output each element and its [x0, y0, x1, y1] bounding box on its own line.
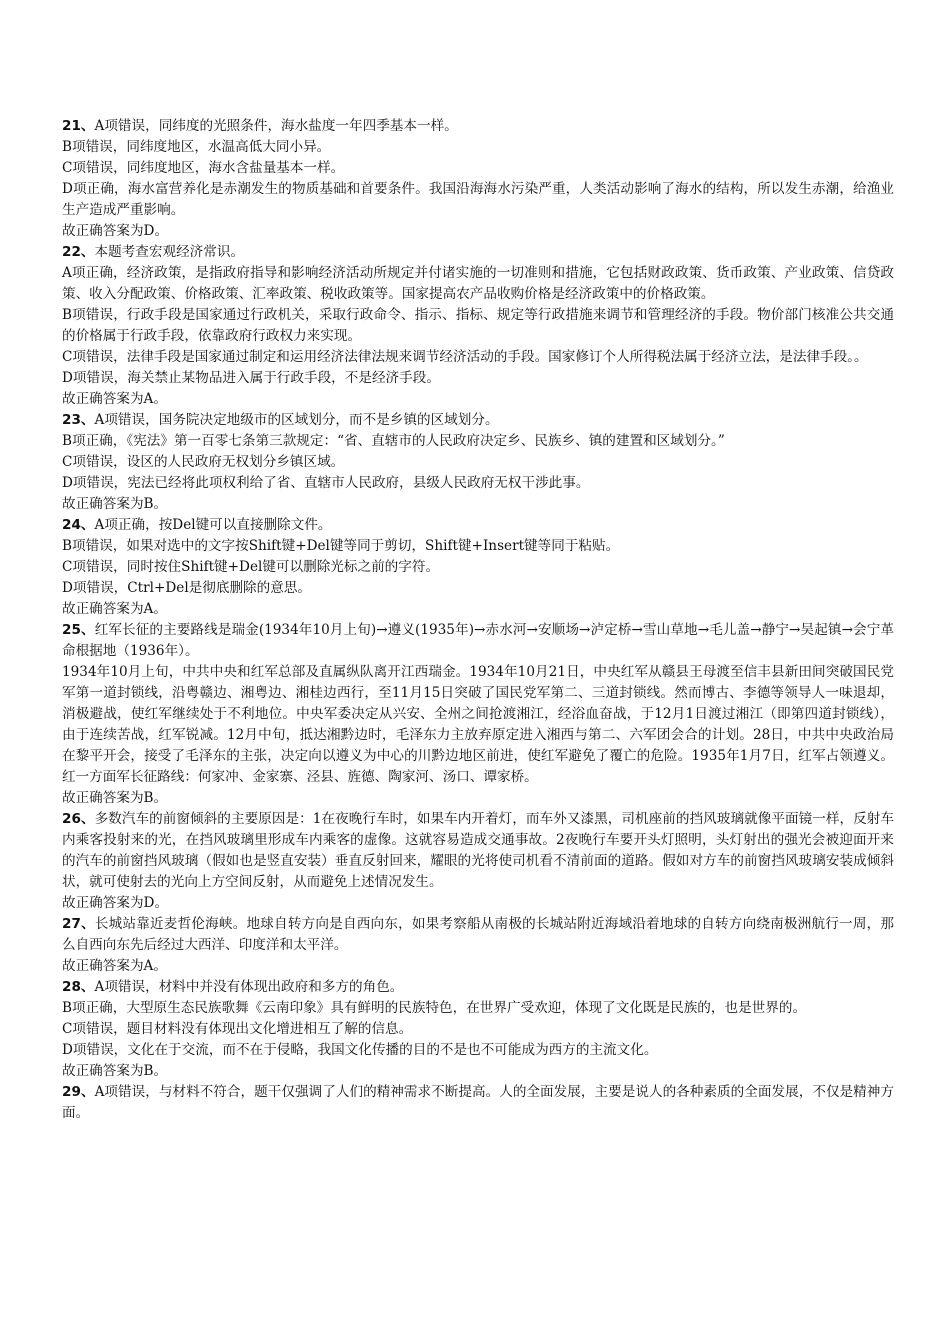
explanation-line: [62, 494, 894, 515]
question-number: 22: [62, 244, 81, 260]
line-text: A项错误，材料中并没有体现出政府和多方的角色。: [94, 979, 404, 995]
line-text: 1934年10月上旬，中共中央和红军总部及直属纵队离开江西瑞金。1934年10月21日，中央红军从赣县王母渡至信丰县新田间突破国民党军第一道封锁线，沿粤赣边、湘粤边、湘桂边西行，至11月15日突破了国民党军第二、三道封锁线。然而博古、李德等领导人一味退却，消极避战，使红军继续处于不利地位。中央军委决定从兴安、全州之间抢渡湘江，经浴血奋战，于12月1日渡过湘江（即第四道封锁线），由于连续苦战，红军锐减。12月中旬，抵达湘黔边时，毛泽东力主放弃原定进入湘西与第二、六军团会合的计划。28日，中共中央政治局在黎平开会，接受了毛泽东的主张，决定向以遵义为中心的川黔边地区前进，使红军避免了覆亡的危险。1935年1月7日，红军占领遵义。红一方面军长征路线：何家冲、金家寨、泾县、旌德、陶家河、汤口、谭家桥。: [62, 664, 894, 785]
explanation-line: [62, 305, 894, 347]
line-text: B项错误，行政手段是国家通过行政机关，采取行政命令、指示、指标、规定等行政措施来调节和管理经济的手段。物价部门核准公共交通的价格属于行政手段，依靠政府行政权力来实现。: [62, 307, 894, 344]
line-text: 故正确答案为B。: [62, 1063, 168, 1079]
explanation-line: [62, 893, 894, 914]
question-number-separator: 、: [80, 412, 95, 428]
question-first-line: [62, 410, 894, 431]
question-first-line: [62, 242, 894, 263]
explanation-line: [62, 956, 894, 977]
line-text: 长城站靠近麦哲伦海峡。地球自转方向是自西向东，如果考察船从南极的长城站附近海域沿着地球的自转方向绕南极洲航行一周，那么自西向东先后经过大西洋、印度洋和太平洋。: [62, 916, 894, 953]
explanation-line: [62, 221, 894, 242]
question-number-separator: 、: [80, 916, 95, 932]
question-number-separator: 、: [80, 811, 95, 827]
explanation-line: [62, 158, 894, 179]
question-block-22: [62, 242, 894, 410]
line-text: 故正确答案为B。: [62, 496, 168, 512]
explanation-line: [62, 557, 894, 578]
line-text: A项错误，国务院决定地级市的区域划分，而不是乡镇的区域划分。: [94, 412, 499, 428]
question-number: 26: [62, 811, 81, 827]
explanation-line: [62, 578, 894, 599]
line-text: 故正确答案为B。: [62, 790, 168, 806]
line-text: D项正确，海水富营养化是赤潮发生的物质基础和首要条件。我国沿海海水污染严重，人类活动影响了海水的结构，所以发生赤潮，给渔业生产造成严重影响。: [62, 181, 894, 218]
question-block-27: [62, 914, 894, 977]
question-number: 24: [62, 517, 81, 533]
line-text: B项错误，如果对选中的文字按Shift键+Del键等同于剪切，Shift键+Insert键等同于粘贴。: [62, 538, 620, 554]
explanation-line: [62, 137, 894, 158]
explanation-line: [62, 431, 894, 452]
line-text: D项错误，Ctrl+Del是彻底删除的意思。: [62, 580, 312, 596]
question-block-28: [62, 977, 894, 1082]
question-first-line: [62, 116, 894, 137]
question-first-line: [62, 515, 894, 536]
explanation-line: [62, 599, 894, 620]
explanation-line: [62, 998, 894, 1019]
line-text: C项错误，设区的人民政府无权划分乡镇区域。: [62, 454, 345, 470]
question-first-line: [62, 809, 894, 893]
question-number-separator: 、: [80, 244, 95, 260]
answer-explanations-content: [62, 116, 894, 1124]
line-text: A项正确，按Del键可以直接删除文件。: [94, 517, 332, 533]
question-number-separator: 、: [80, 622, 95, 638]
question-first-line: [62, 977, 894, 998]
line-text: C项错误，题目材料没有体现出文化增进相互了解的信息。: [62, 1021, 413, 1037]
explanation-line: [62, 662, 894, 788]
explanation-line: [62, 179, 894, 221]
line-text: A项错误，与材料不符合，题干仅强调了人们的精神需求不断提高。人的全面发展，主要是说人的各种素质的全面发展，不仅是精神方面。: [62, 1084, 894, 1121]
question-number: 25: [62, 622, 81, 638]
answer-explanations-page: [62, 116, 894, 1124]
line-text: A项正确，经济政策，是指政府指导和影响经济活动所规定并付诸实施的一切准则和措施，它包括财政政策、货币政策、产业政策、信贷政策、收入分配政策、价格政策、汇率政策、税收政策等。国家提高农产品收购价格是经济政策中的价格政策。: [62, 265, 894, 302]
question-first-line: [62, 620, 894, 662]
line-text: C项错误，同时按住Shift键+Del键可以删除光标之前的字符。: [62, 559, 440, 575]
line-text: B项错误，同纬度地区，水温高低大同小异。: [62, 139, 331, 155]
line-text: A项错误，同纬度的光照条件，海水盐度一年四季基本一样。: [94, 118, 458, 134]
explanation-line: [62, 1019, 894, 1040]
line-text: 故正确答案为D。: [62, 895, 169, 911]
question-number: 28: [62, 979, 81, 995]
question-first-line: [62, 1082, 894, 1124]
line-text: D项错误，宪法已经将此项权利给了省、直辖市人民政府，县级人民政府无权干涉此事。: [62, 475, 590, 491]
line-text: 多数汽车的前窗倾斜的主要原因是：1在夜晚行车时，如果车内开着灯，而车外又漆黑，司机座前的挡风玻璃就像平面镜一样，反射车内乘客投射来的光，在挡风玻璃里形成车内乘客的虚像。这就容易造成交通事故。2夜晚行车要开头灯照明，头灯射出的强光会被迎面开来的汽车的前窗挡风玻璃（假如也是竖直安装）垂直反射回来，耀眼的光将使司机看不清前面的道路。假如对方车的前窗挡风玻璃安装成倾斜状，就可使射去的光向上方空间反射，从而避免上述情况发生。: [62, 811, 895, 890]
explanation-line: [62, 1061, 894, 1082]
explanation-line: [62, 263, 894, 305]
question-number: 21: [62, 118, 81, 134]
question-block-25: [62, 620, 894, 809]
question-first-line: [62, 914, 894, 956]
explanation-line: [62, 536, 894, 557]
line-text: D项错误，文化在于交流，而不在于侵略，我国文化传播的目的不是也不可能成为西方的主流文化。: [62, 1042, 658, 1058]
question-block-26: [62, 809, 894, 914]
line-text: B项正确，《宪法》第一百零七条第三款规定：“省、直辖市的人民政府决定乡、民族乡、镇的建置和区域划分。”: [62, 433, 725, 449]
question-block-23: [62, 410, 894, 515]
question-number: 27: [62, 916, 81, 932]
question-number-separator: 、: [80, 118, 95, 134]
line-text: C项错误，同纬度地区，海水含盐量基本一样。: [62, 160, 345, 176]
question-number-separator: 、: [80, 1084, 95, 1100]
line-text: 故正确答案为A。: [62, 601, 167, 617]
line-text: C项错误，法律手段是国家通过制定和运用经济法律法规来调节经济活动的手段。国家修订个人所得税法属于经济立法，是法律手段。。: [62, 349, 868, 365]
question-number-separator: 、: [80, 517, 95, 533]
explanation-line: [62, 473, 894, 494]
line-text: 本题考查宏观经济常识。: [94, 244, 245, 260]
explanation-line: [62, 788, 894, 809]
question-number: 23: [62, 412, 81, 428]
explanation-line: [62, 368, 894, 389]
line-text: D项错误，海关禁止某物品进入属于行政手段，不是经济手段。: [62, 370, 440, 386]
line-text: 红军长征的主要路线是瑞金(1934年10月上旬)→遵义(1935年)→赤水河→安顺场→泸定桥→雪山草地→毛儿盖→静宁→吴起镇→会宁革命根据地（1936年）。: [62, 622, 894, 659]
explanation-line: [62, 1040, 894, 1061]
line-text: 故正确答案为D。: [62, 223, 169, 239]
line-text: 故正确答案为A。: [62, 391, 167, 407]
question-block-29: [62, 1082, 894, 1124]
question-number: 29: [62, 1084, 81, 1100]
explanation-line: [62, 347, 894, 368]
question-block-24: [62, 515, 894, 620]
line-text: B项正确，大型原生态民族歌舞《云南印象》具有鲜明的民族特色，在世界广受欢迎，体现了文化既是民族的，也是世界的。: [62, 1000, 807, 1016]
line-text: 故正确答案为A。: [62, 958, 167, 974]
explanation-line: [62, 389, 894, 410]
question-number-separator: 、: [80, 979, 95, 995]
explanation-line: [62, 452, 894, 473]
question-block-21: [62, 116, 894, 242]
